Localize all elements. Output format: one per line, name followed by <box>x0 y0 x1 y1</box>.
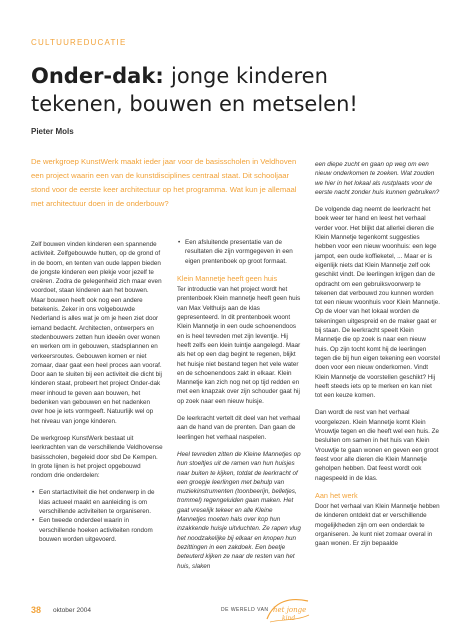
section-heading: Klein Mannetje heeft geen huis <box>177 273 278 283</box>
paragraph-italic: Heel tevreden zitten de Kleine Mannetjes op hun stoeltjes uit de ramen van hun huisjes naar buiten te kijken, totdat de leerkracht of een groepje leerlingen met behulp van muziekinstrumenten (toonbeerijn, belletjes, trommel) regengeluiden gaan maken. Het gaat vreselijk tekeer en alle Kleine Mannetjes moeten hals over kop hun inzakkende huisje uitvluchten. Ze rapen vlug het noodzakelijke bij elkaar en knopen hun bezittingen in een zakdoek. Een beetje beteuterd kijken ze naar de resten van het huis, slaken <box>177 450 301 570</box>
column-2 <box>177 238 302 579</box>
author-byline: Pieter Mols <box>31 127 74 136</box>
paragraph: De leerkracht vertelt dit deel van het verhaal aan de hand van de prenten. Dan gaan de leerlingen het verhaal naspelen. <box>177 415 301 441</box>
page-number: 38 <box>31 605 42 615</box>
title-part-2: jonge kinderen <box>171 64 328 88</box>
section-heading: Aan het werk <box>315 490 358 500</box>
page-footer <box>31 603 441 623</box>
intro-paragraph: De werkgroep KunstWerk maakt ieder jaar voor de basisscholen in Veldhoven een project waarin een van de kunstdisciplines centraal staat. Dit schooljaar stond voor de eerste keer architectuur op het programma. Wat kun je allemaal met architectuur doen in de onderbouw? <box>31 157 297 208</box>
paragraph: De volgende dag neemt de leerkracht het boek weer ter hand en leest het verhaal verder voor. Het blijkt dat allerlei dieren die Klein Mannetje tegenkomt suggesties hebben voor een nieuw woonhuis: een lege jampot, een oude koffieketel, ... Maar er is eigenlijk niets dat Klein Mannetje zelf ook geschikt vindt. De leerlingen krijgen dan de opdracht om een gebruiksvoorwerp te tekenen dat verbouwd zou kunnen worden tot een nieuw woonhuis voor Klein Mannetje. Op de vloer van het lokaal worden de tekeningen uitgespreid en de maker gaat er bij staan. De leerkracht speelt Klein Mannetje die op zoek is naar een nieuw huis. Op zijn tocht komt hij de leerlingen tegen die bij hun eigen tekening een voorstel doen voor een nieuw onderkomen. Vindt Klein Mannetje de voorstellen geschikt? Hij heeft steeds iets op te merken en kan niet tot een keuze komen. <box>315 206 440 400</box>
svg-text:kind: kind <box>282 615 296 622</box>
paragraph-italic: een diepe zucht en gaan op weg om een nieuw onderkomen te zoeken. Wat zouden we hier in het lokaal als rustplaats voor de eerste nacht zonder huis kunnen gebruiken? <box>315 161 440 196</box>
svg-text:het jonge: het jonge <box>273 606 307 614</box>
bullet-list <box>31 488 163 544</box>
title-part-1: Onder-dak: <box>31 64 164 88</box>
section-label: CULTUUREDUCATIE <box>31 38 127 47</box>
list-item: • Een afsluitende presentatie van de resultaten die zijn vormgegeven in een eigen prentenboek op groot formaat. <box>185 238 302 266</box>
bullet-list <box>177 238 302 266</box>
title-line-2: tekenen, bouwen en metselen! <box>31 92 358 116</box>
list-item: • Een startactiviteit die het onderwerp in de klas actueel maakt en aanleiding is om verschillende activiteiten te organiseren. <box>39 488 163 516</box>
magazine-prefix: DE WERELD VAN <box>221 607 269 613</box>
issue-date: oktober 2004 <box>53 607 91 614</box>
paragraph: Ter introductie van het project wordt het prentenboek Klein mannetje heeft geen huis van Max Velthuijs aan de klas gepresenteerd. In dit prentenboek woont Klein Mannetje in een oude schoenendoos en is heel tevreden met zijn leventje. Hij heeft zelfs een klein tuintje aangelegd. Maar als het op een dag begint te regenen, blijkt het huisje niet bestand tegen het vele water en de schoenendoos zakt in elkaar. Klein Mannetje kan zich nog net op tijd redden en met een knapzak over zijn schouder gaat hij op zoek naar een nieuw huisje. <box>177 286 301 405</box>
column-3 <box>315 160 440 557</box>
paragraph: Door het verhaal van Klein Mannetje hebben de kinderen ontdekt dat er verschillende mogelijkheden zijn om een onderdak te organiseren. Je kunt niet zomaar overal in gaan wonen. Er zijn bepaalde <box>315 503 440 548</box>
list-item: • Een tweede onderdeel waarin in verschillende hoeken activiteiten rondom bouwen worden uitgevoerd. <box>39 516 163 544</box>
magazine-logo <box>264 595 312 625</box>
paragraph: Zelf bouwen vinden kinderen een spannende activiteit. Zelfgebouwde hutten, op de grond of in de boom, en tenten van oude lappen bieden de jongste kinderen een plekje voor jezelf te creëren. Zodra de gelegenheid zich maar even voordoet, staan kinderen aan het bouwen. Maar bouwen heeft ook nog een andere betekenis. Zeker in ons volgebouwde Nederland is alles wat je om je heen ziet door iemand bedacht. Architecten, ontwerpers en stedenbouwers zetten hun ideeën over wonen en werken om in gebouwen, stadsplannen en verkeersroutes. Gebouwen komen er niet zomaar, daar gaat een heel proces aan vooraf. Door aan te sluiten bij een activiteit die dicht bij kinderen staat, probeert het project Onder-dak meer inhoud te geven aan bouwen, het bedenken van gebouwen en het nadenken over hoe je iets vormgeeft. Natuurlijk wel op het niveau van jonge kinderen. <box>31 241 162 425</box>
article-title <box>31 62 431 118</box>
paragraph: De werkgroep KunstWerk bestaat uit leerkrachten van de verschillende Veldhovense basisscholen, begeleid door sbd De Kempen. In grote lijnen is het project opgebouwd rondom drie onderdelen: <box>31 434 163 480</box>
column-1 <box>31 240 163 552</box>
paragraph: Dan wordt de rest van het verhaal voorgelezen. Klein Mannetje komt Klein Vrouwtje tegen en die heeft wel een huis. Ze besluiten om samen in het huis van Klein Vrouwtje te gaan wonen en geven een groot feest voor alle dieren die Klein Mannetje geholpen hebben. Dat feest wordt ook nagespeeld in de klas. <box>315 409 440 482</box>
